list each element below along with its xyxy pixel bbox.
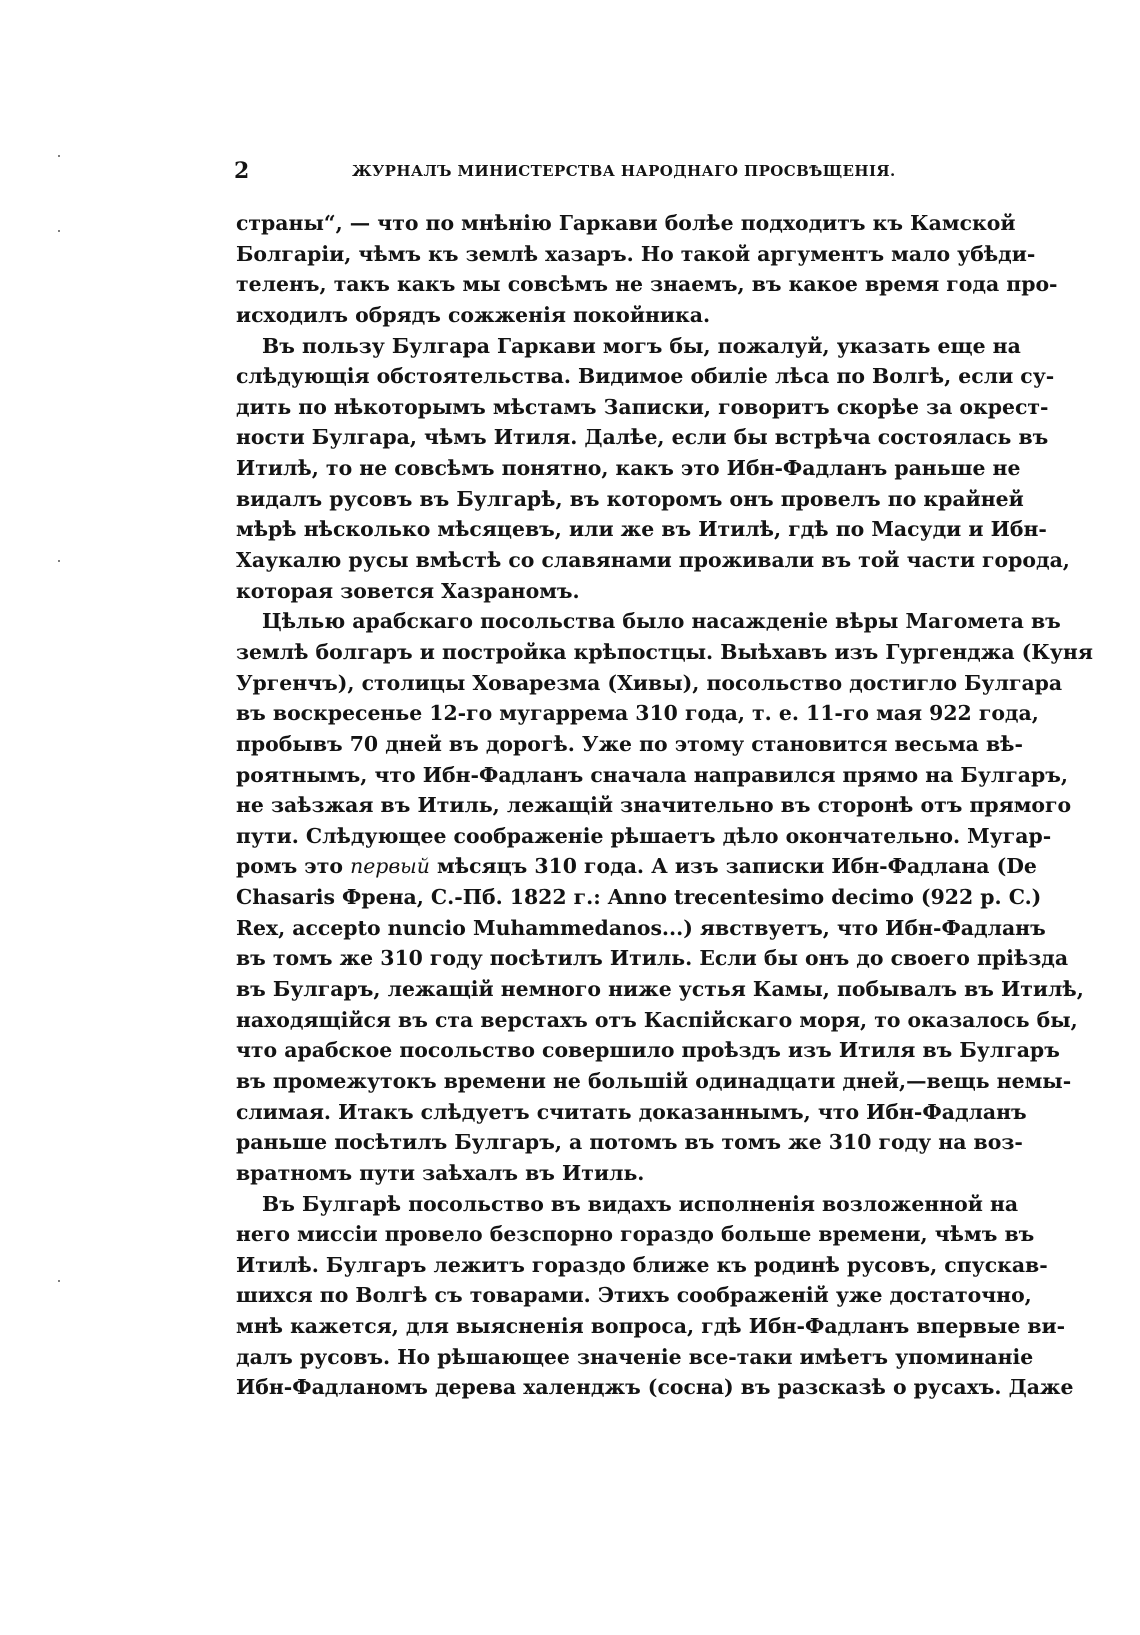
running-title: ЖУРНАЛЪ МИНИСТЕРСТВА НАРОДНАГО ПРОСВѢЩЕНІЯ. — [352, 162, 896, 180]
text-line: въ промежутокъ времени не большій одинадцати дней,—вещь немы- — [236, 1068, 1072, 1093]
text-line: находящійся въ ста верстахъ отъ Каспійскаго моря, то оказалось бы, — [236, 1007, 1078, 1032]
line-segment: ромъ это — [236, 854, 351, 879]
scan-speck — [58, 230, 60, 232]
scan-speck — [58, 1280, 60, 1282]
text-line: исходилъ обрядъ сожженія покойника. — [236, 302, 711, 327]
paragraph-start-line: Въ Булгарѣ посольство въ видахъ исполненія возложенной на — [262, 1191, 1019, 1216]
page-number: 2 — [234, 158, 250, 184]
text-line: слѣдующія обстоятельства. Видимое обиліе лѣса по Волгѣ, если су- — [236, 364, 1055, 389]
text-line: роятнымъ, что Ибн-Фадланъ сначала направился прямо на Булгаръ, — [236, 762, 1068, 787]
text-line: Итилѣ. Булгаръ лежитъ гораздо ближе къ родинѣ русовъ, спускав- — [236, 1252, 1048, 1277]
paragraph-start-line: Цѣлью арабскаго посольства было насажденіе вѣры Магомета въ — [262, 609, 1061, 634]
text-line: землѣ болгаръ и постройка крѣпостцы. Выѣхавъ изъ Гургенджа (Куня — [236, 639, 1093, 664]
line-segment: мѣсяцъ 310 года. А изъ записки Ибн-Фадлана (De — [429, 854, 1037, 879]
text-line: страны“, — что по мнѣнію Гаркави болѣе подходитъ къ Камской — [236, 211, 1016, 235]
scan-speck — [58, 560, 60, 562]
text-line: Chasaris Френа, С.-Пб. 1822 г.: Anno trecentesimo decimo (922 p. C.) — [236, 885, 1042, 910]
text-line: вратномъ пути заѣхалъ въ Итиль. — [236, 1160, 645, 1185]
text-line: слимая. Итакъ слѣдуетъ считать доказаннымъ, что Ибн-Фадланъ — [236, 1099, 1027, 1124]
text-line: Итилѣ, то не совсѣмъ понятно, какъ это Ибн-Фадланъ раньше не — [236, 456, 1021, 481]
text-line: Rex, accepto nuncio Muhammedanos...) явствуетъ, что Ибн-Фадланъ — [236, 915, 1046, 940]
text-line: Ибн-Фадланомъ дерева халенджъ (сосна) въ разсказѣ о русахъ. Даже — [236, 1375, 1074, 1400]
text-line: мнѣ кажется, для выясненія вопроса, гдѣ Ибн-Фадланъ впервые ви- — [236, 1314, 1066, 1339]
text-line: Ургенчъ), столицы Ховарезма (Хивы), посольство достигло Булгара — [236, 670, 1063, 695]
body-text — [236, 208, 1093, 1403]
text-line: что арабское посольство совершило проѣздъ изъ Итиля въ Булгаръ — [236, 1038, 1060, 1063]
paragraph-start-line: Въ пользу Булгара Гаркави могъ бы, пожалуй, указать еще на — [262, 333, 1021, 358]
text-line: пути. Слѣдующее соображеніе рѣшаетъ дѣло окончательно. Мугар- — [236, 823, 1052, 848]
text-line: Хаукалю русы вмѣстѣ со славянами проживали въ той части города, — [236, 548, 1070, 573]
text-line: Болгаріи, чѣмъ къ землѣ хазаръ. Но такой аргументъ мало убѣди- — [236, 241, 1036, 266]
text-line: теленъ, такъ какъ мы совсѣмъ не знаемъ, въ какое время года про- — [236, 272, 1058, 297]
text-line: раньше посѣтилъ Булгаръ, а потомъ въ томъ же 310 году на воз- — [236, 1130, 1023, 1155]
text-line: въ томъ же 310 году посѣтилъ Итиль. Если бы онъ до своего пріѣзда — [236, 946, 1069, 971]
text-line: въ Булгаръ, лежащій немного ниже устья Камы, побывалъ въ Итилѣ, — [236, 977, 1084, 1002]
text-line: шихся по Волгѣ съ товарами. Этихъ соображеній уже достаточно, — [236, 1283, 1032, 1308]
scan-speck — [58, 155, 60, 157]
text-line: не заѣзжая въ Итиль, лежащій значительно въ сторонѣ отъ прямого — [236, 793, 1072, 818]
text-line: въ воскресенье 12-го мугаррема 310 года, т. е. 11-го мая 922 года, — [236, 701, 1039, 726]
text-line: него миссіи провело безспорно гораздо больше времени, чѣмъ въ — [236, 1222, 1035, 1247]
text-line: далъ русовъ. Но рѣшающее значеніе все-таки имѣетъ упоминаніе — [236, 1344, 1034, 1369]
text-line: мѣрѣ нѣсколько мѣсяцевъ, или же въ Итилѣ, гдѣ по Масуди и Ибн- — [236, 517, 1047, 542]
page-header — [234, 158, 964, 188]
text-line-with-emphasis — [236, 851, 1037, 882]
text-line: видалъ русовъ въ Булгарѣ, въ которомъ онъ провелъ по крайней — [236, 486, 1024, 511]
text-line: которая зовется Хазраномъ. — [236, 578, 580, 603]
text-line: дить по нѣкоторымъ мѣстамъ Записки, говоритъ скорѣе за окрест- — [236, 394, 1049, 419]
italic-word: первый — [350, 854, 430, 879]
text-line: пробывъ 70 дней въ дорогѣ. Уже по этому становится весьма вѣ- — [236, 731, 1023, 756]
text-line: ности Булгара, чѣмъ Итиля. Далѣе, если бы встрѣча состоялась въ — [236, 425, 1049, 450]
